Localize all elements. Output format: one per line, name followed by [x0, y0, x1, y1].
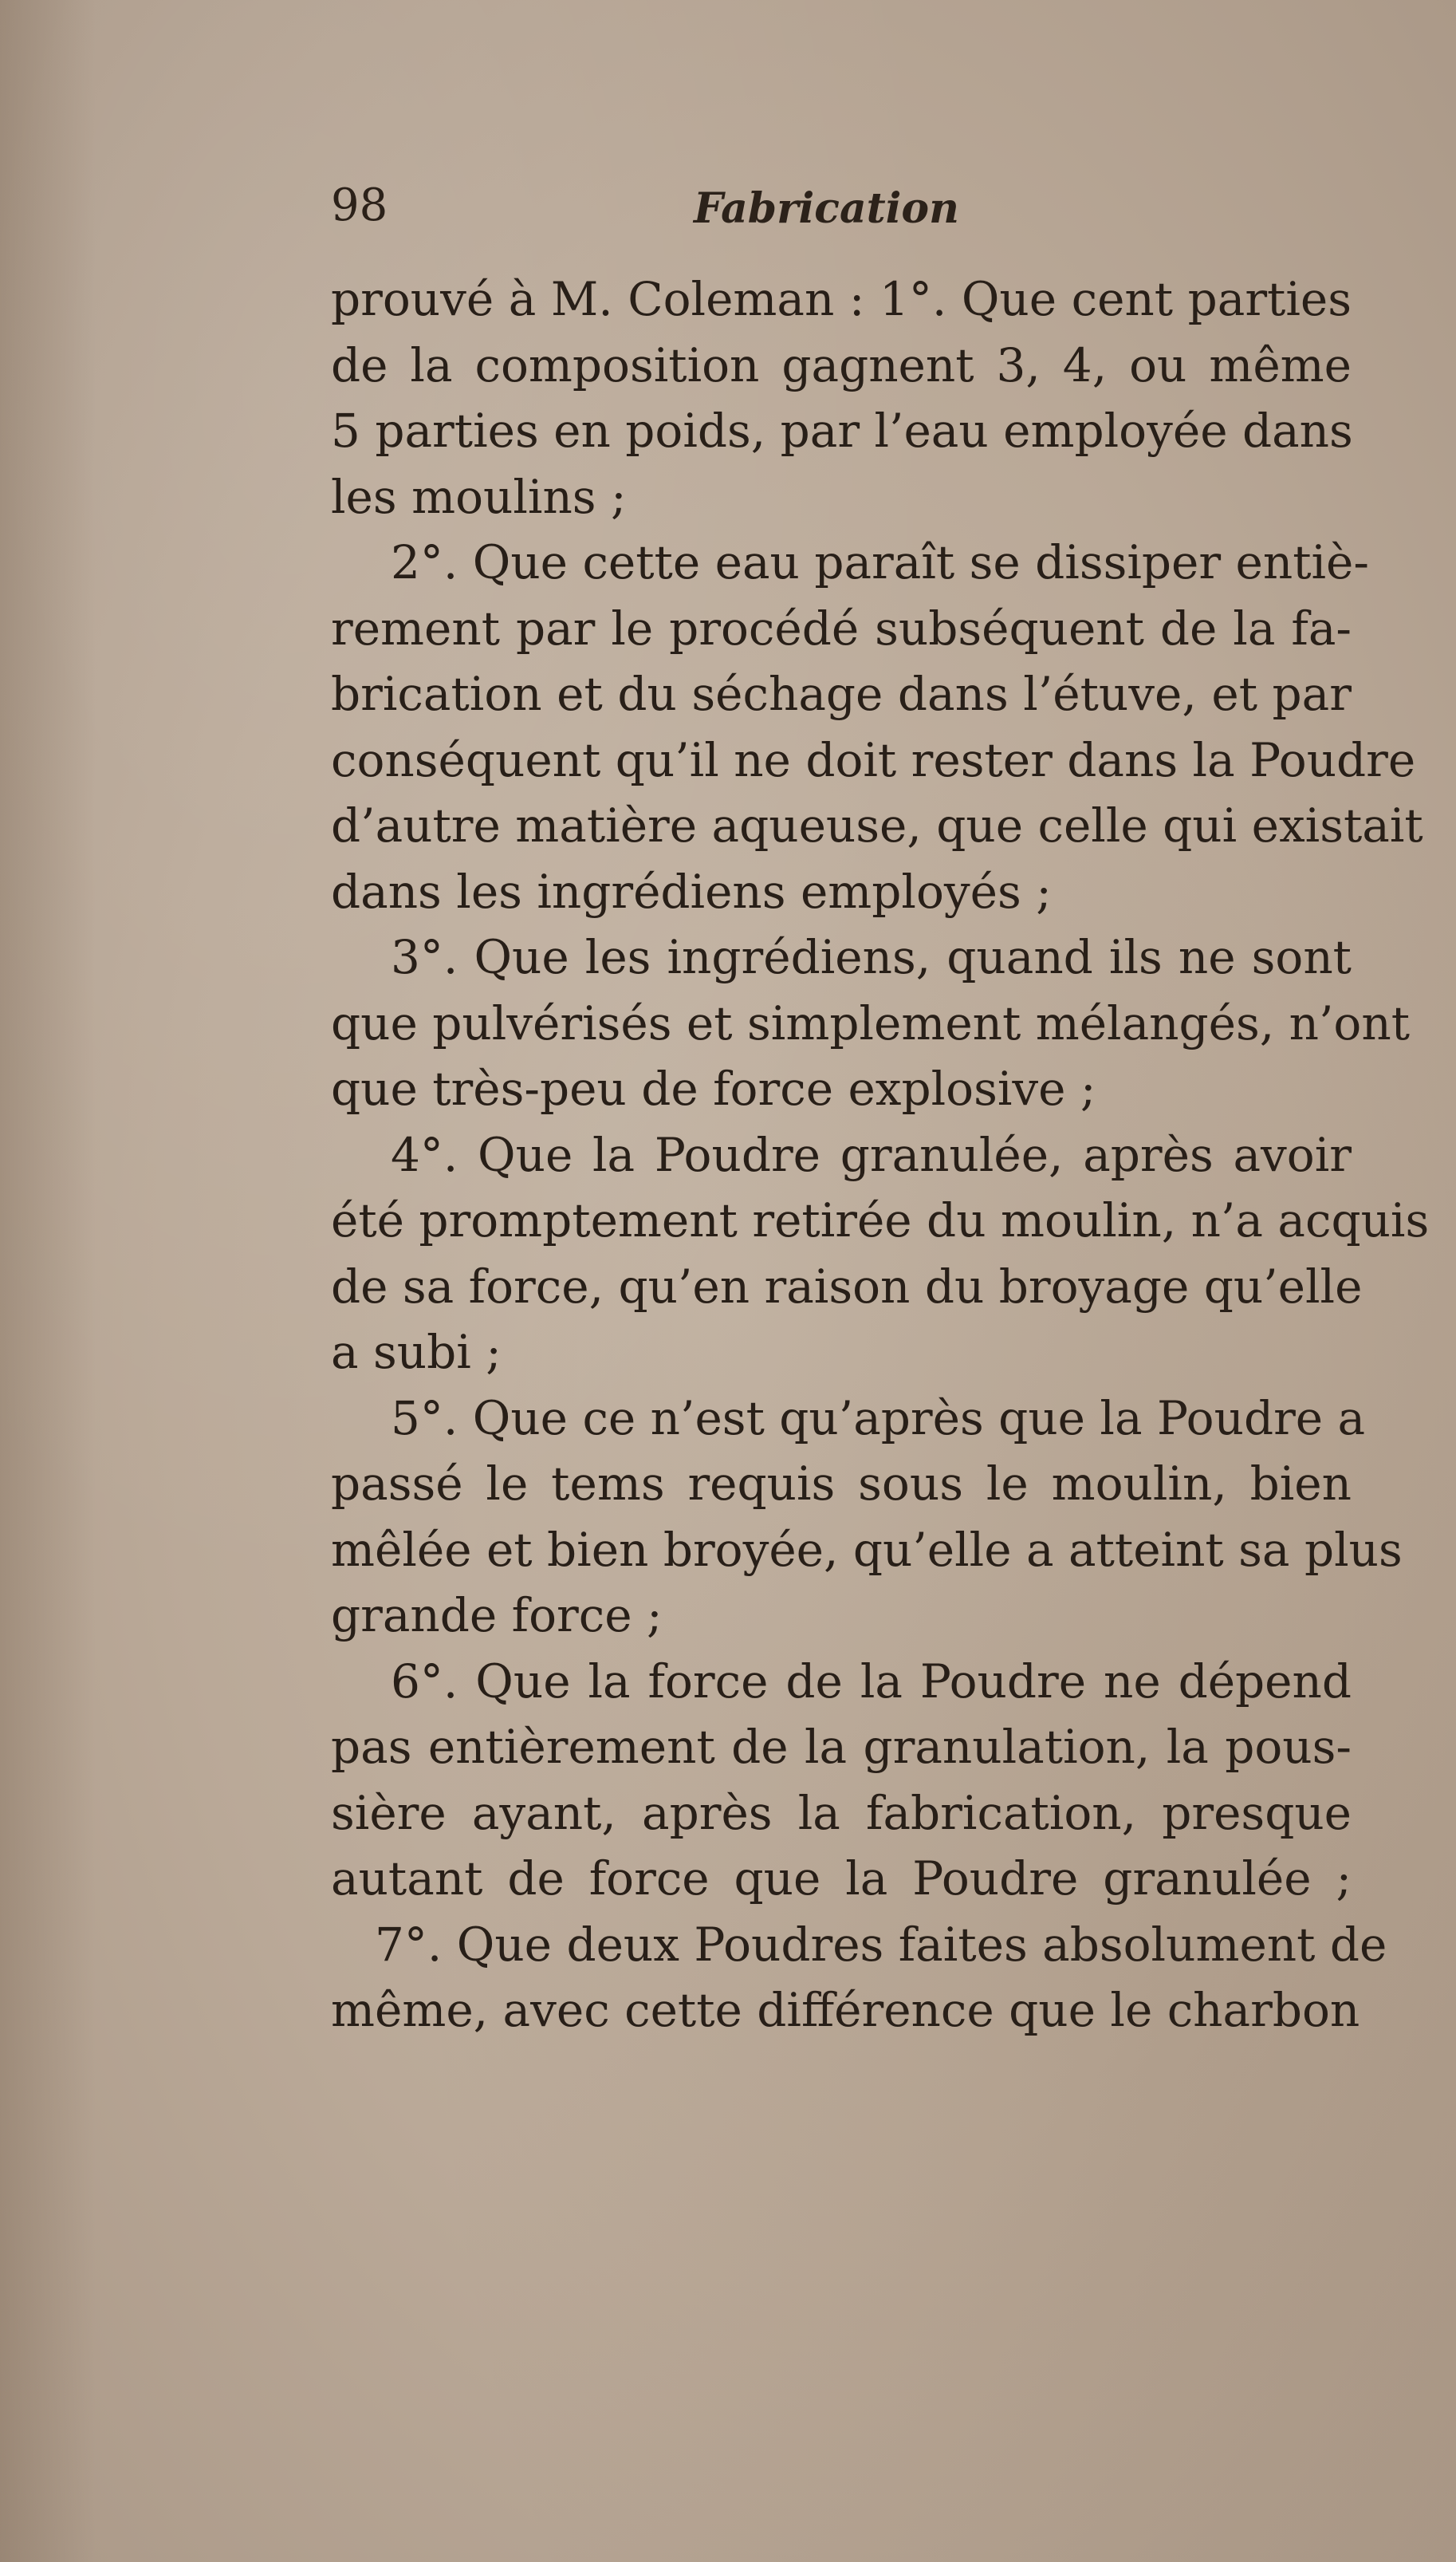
page-edge-shadow [0, 0, 96, 2562]
body-text [331, 266, 1430, 2069]
text-line: passé le tems requis sous le moulin, bien [331, 1456, 1352, 1511]
text-line: 6°. Que la force de la Poudre ne dépend [391, 1653, 1352, 1709]
text-line: 4°. Que la Poudre granulée, après avoir [391, 1127, 1352, 1182]
text-line: conséquent qu’il ne doit rester dans la Poudre [331, 732, 1416, 787]
text-line: que très-peu de force explosive ; [331, 1062, 1096, 1116]
text-line: 3°. Que les ingrédiens, quand ils ne sont [391, 930, 1352, 984]
text-line: pas entièrement de la granulation, la pous- [331, 1720, 1352, 1774]
text-line: de la composition gagnent 3, 4, ou même [331, 337, 1352, 392]
text-line: 5 parties en poids, par l’eau employée dans [331, 404, 1353, 458]
running-title: Fabrication [694, 184, 959, 233]
text-line: d’autre matière aqueuse, que celle qui existait [331, 798, 1423, 853]
page-header [331, 179, 1352, 247]
text-line: dans les ingrédiens employés ; [331, 864, 1052, 919]
page-number: 98 [331, 179, 388, 231]
text-line: 2°. Que cette eau paraît se dissiper entiè- [391, 535, 1369, 589]
text-line: 5°. Que ce n’est qu’après que la Poudre a [391, 1390, 1366, 1445]
text-line: de sa force, qu’en raison du broyage qu’elle [331, 1259, 1363, 1314]
text-line: prouvé à M. Coleman : 1°. Que cent parties [331, 272, 1352, 326]
text-line: mêlée et bien broyée, qu’elle a atteint sa plus [331, 1522, 1403, 1577]
text-line: les moulins ; [331, 469, 627, 524]
text-line: brication et du séchage dans l’étuve, et par [331, 667, 1352, 721]
text-line: été promptement retirée du moulin, n’a acquis [331, 1193, 1430, 1247]
text-line: grande force ; [331, 1588, 663, 1642]
text-line: sière ayant, après la fabrication, presque [331, 1785, 1352, 1840]
text-line: que pulvérisés et simplement mélangés, n’ont [331, 995, 1411, 1050]
text-line: 7°. Que deux Poudres faites absolument de [375, 1917, 1387, 1972]
text-line: a subi ; [331, 1325, 502, 1379]
text-line: autant de force que la Poudre granulée ; [331, 1851, 1352, 1906]
text-line: rement par le procédé subséquent de la fa- [331, 601, 1352, 656]
text-line: même, avec cette différence que le charbon [331, 1983, 1360, 2037]
